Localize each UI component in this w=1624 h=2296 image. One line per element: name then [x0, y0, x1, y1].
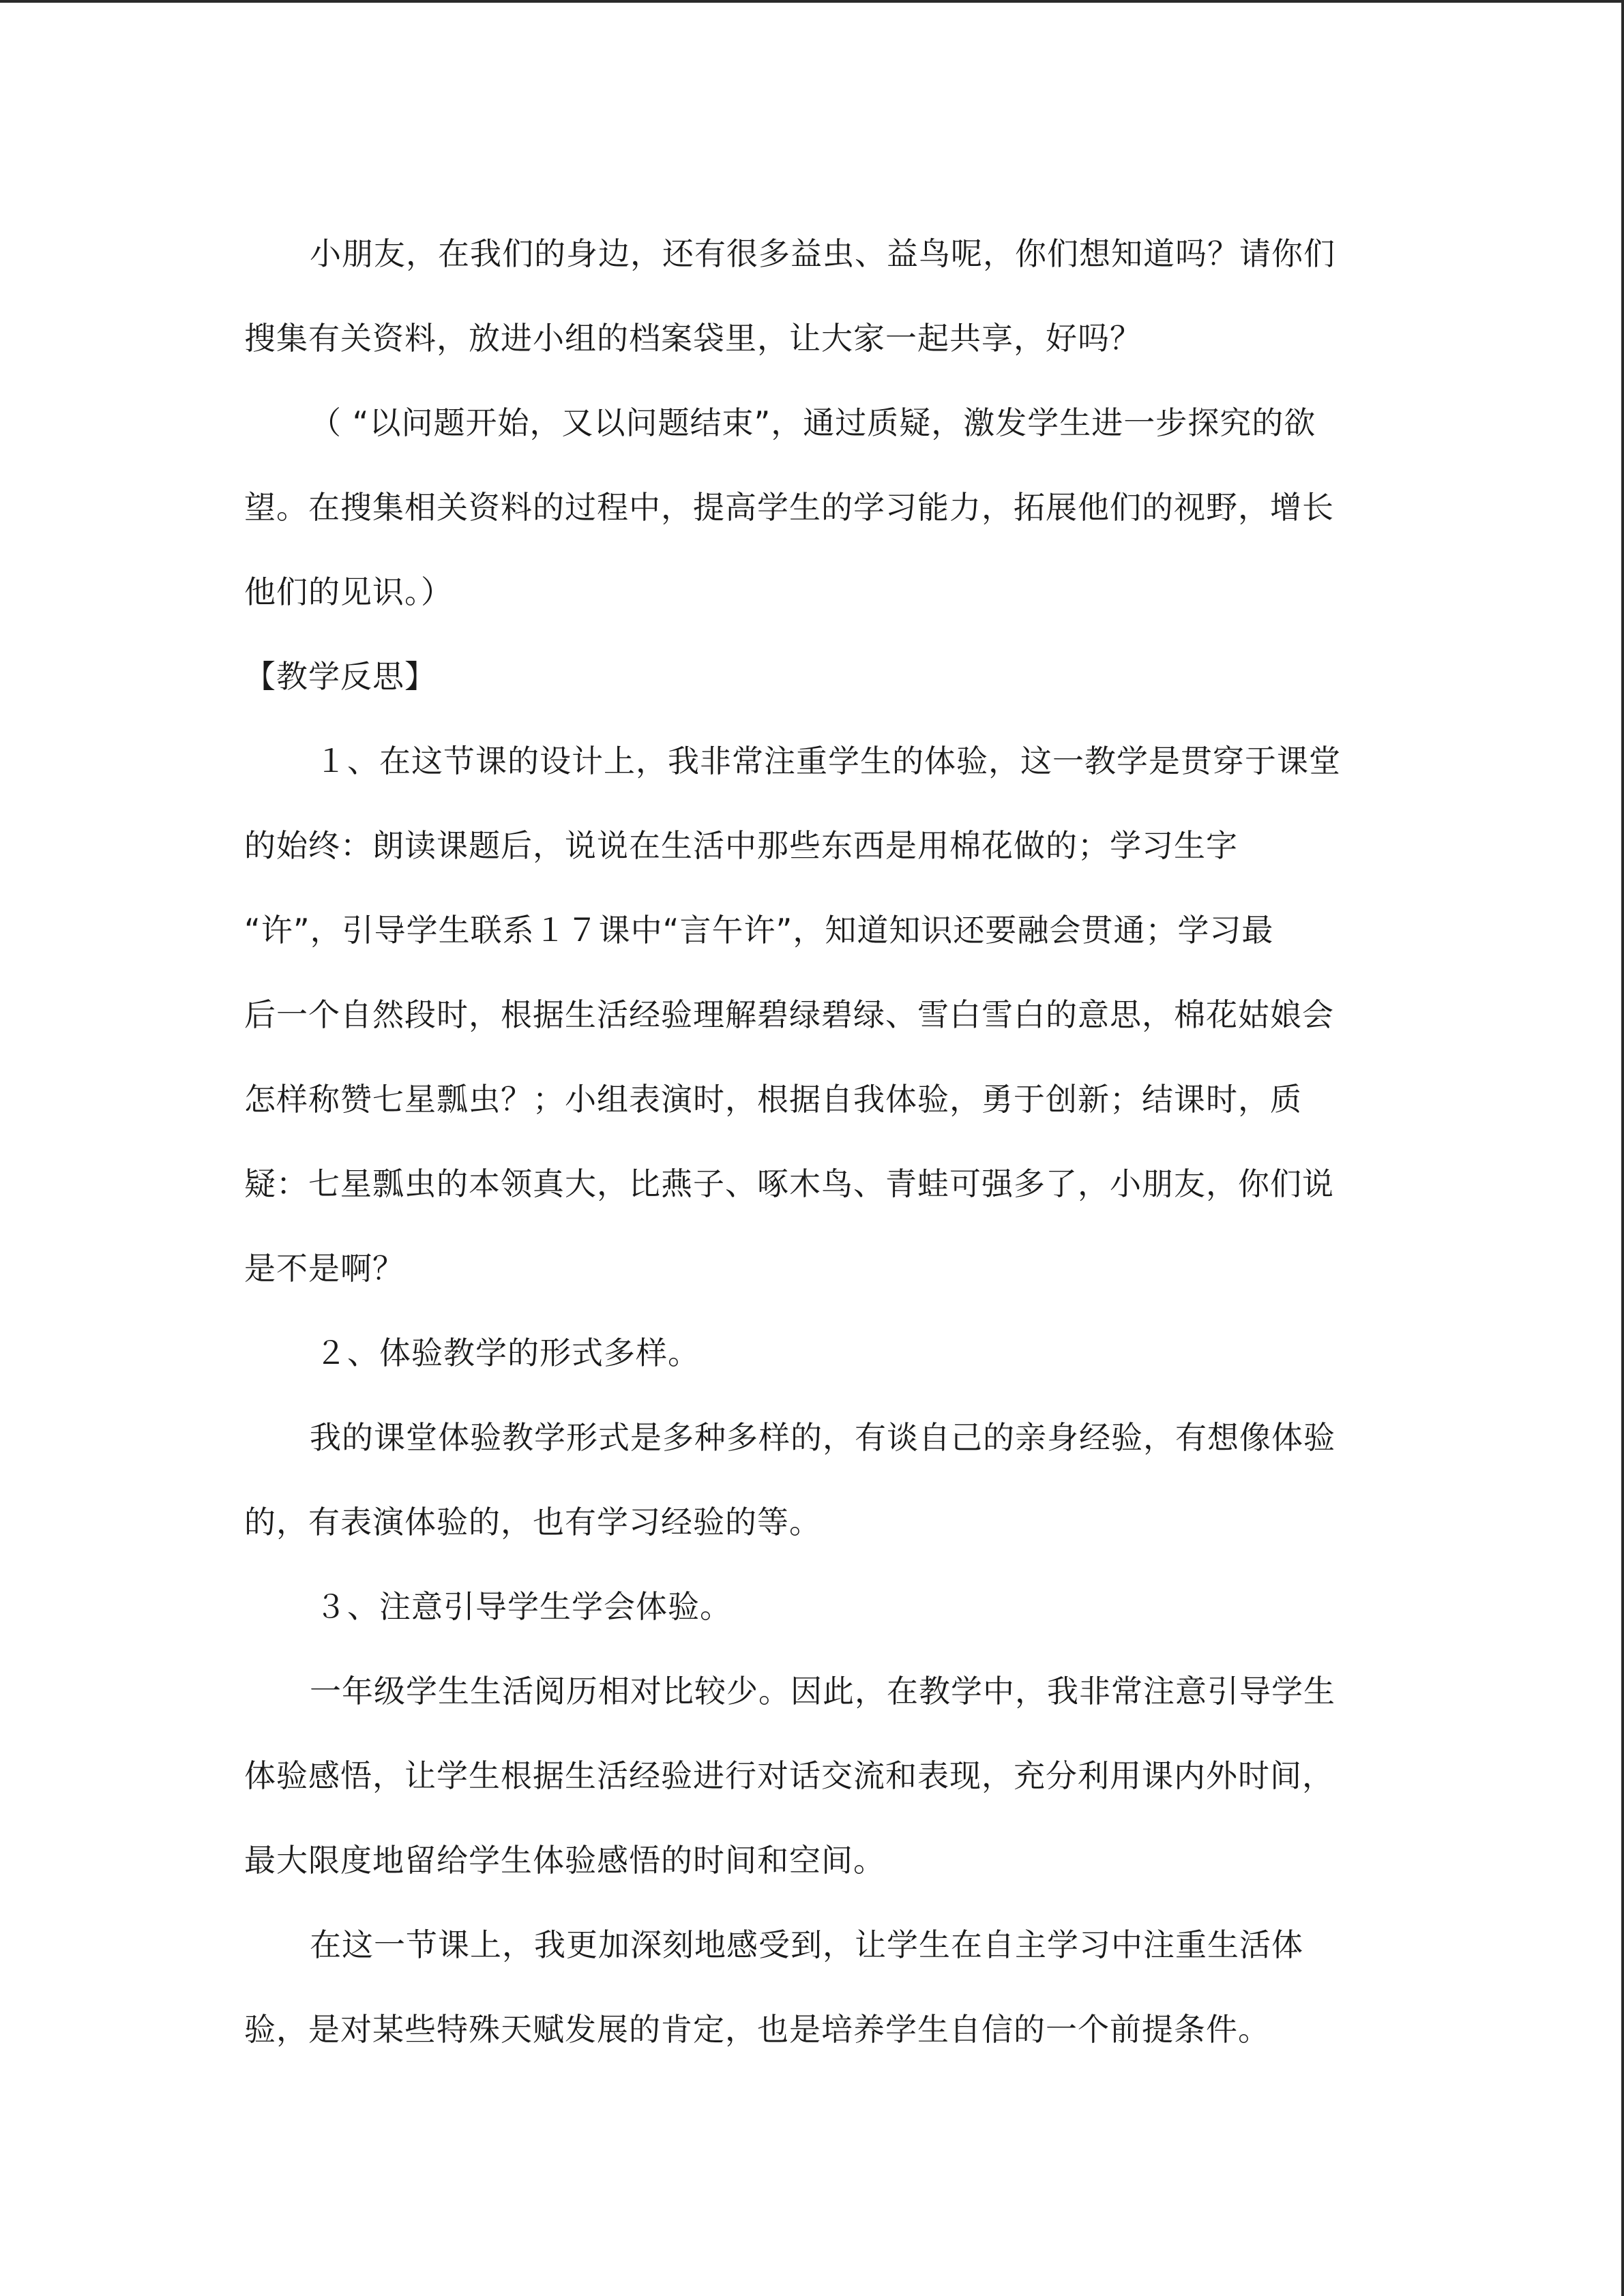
paragraph-line: “许”，引导学生联系１７课中“言午许”，知道知识还要融会贯通；学习最: [244, 912, 1274, 949]
paragraph-line: 望。在搜集相关资料的过程中，提高学生的学习能力，拓展他们的视野，增长: [244, 489, 1334, 526]
paragraph-line: 后一个自然段时，根据生活经验理解碧绿碧绿、雪白雪白的意思，棉花姑娘会: [244, 996, 1334, 1033]
list-item-heading: ３、注意引导学生学会体验。: [315, 1588, 732, 1625]
list-item-heading: ２、体验教学的形式多样。: [315, 1335, 700, 1371]
paragraph-line: 一年级学生生活阅历相对比较少。因此，在教学中，我非常注意引导学生: [310, 1673, 1335, 1710]
paragraph-line: 体验感悟，让学生根据生活经验进行对话交流和表现，充分利用课内外时间，: [244, 1757, 1334, 1794]
paragraph-line: 我的课堂体验教学形式是多种多样的，有谈自己的亲身经验，有想像体验: [310, 1419, 1335, 1456]
paragraph-line: 疑：七星瓢虫的本领真大，比燕子、啄木鸟、青蛙可强多了，小朋友，你们说: [244, 1165, 1334, 1202]
paragraph-line: １、在这节课的设计上，我非常注重学生的体验，这一教学是贯穿于课堂: [315, 743, 1341, 779]
paragraph-line: 搜集有关资料，放进小组的档案袋里，让大家一起共享，好吗？: [244, 320, 1142, 357]
paragraph-line: 的始终：朗读课题后，说说在生活中那些东西是用棉花做的；学习生字: [244, 827, 1238, 864]
paragraph-line: 他们的见识。）: [244, 573, 453, 610]
paragraph-line: 验，是对某些特殊天赋发展的肯定，也是培养学生自信的一个前提条件。: [244, 2011, 1270, 2048]
paragraph-line: 小朋友，在我们的身边，还有很多益虫、益鸟呢，你们想知道吗？请你们: [310, 235, 1335, 272]
paragraph-line: （ “以问题开始，又以问题结束”，通过质疑，激发学生进一步探究的欲: [310, 404, 1316, 441]
paragraph-line: 是不是啊？: [244, 1250, 404, 1287]
paragraph-line: 的，有表演体验的，也有学习经验的等。: [244, 1504, 821, 1540]
page-border-top: [0, 0, 1624, 3]
section-heading: 【教学反思】: [244, 658, 437, 695]
paragraph-line: 在这一节课上，我更加深刻地感受到，让学生在自主学习中注重生活体: [310, 1926, 1303, 1963]
paragraph-line: 怎样称赞七星瓢虫？；小组表演时，根据自我体验，勇于创新；结课时，质: [244, 1081, 1302, 1118]
paragraph-line: 最大限度地留给学生体验感悟的时间和空间。: [244, 1842, 885, 1879]
document-body: [244, 211, 1361, 2072]
page-border-right: [1621, 0, 1624, 2296]
